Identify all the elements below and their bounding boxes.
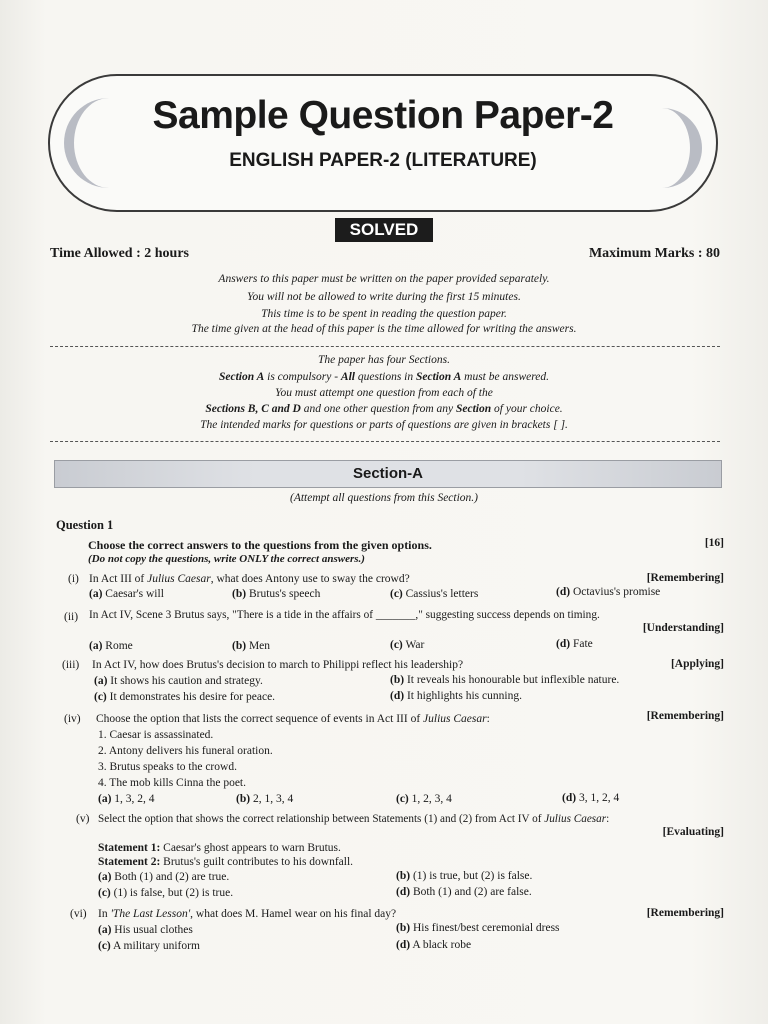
paper-subtitle: ENGLISH PAPER-2 (LITERATURE): [229, 150, 537, 171]
option: (b) It reveals his honourable but inflexible nature.: [390, 674, 620, 686]
section-a-heading: Section-A: [54, 460, 722, 488]
option: (d) Both (1) and (2) are false.: [396, 886, 532, 898]
option: (c) 1, 2, 3, 4: [396, 793, 452, 805]
maximum-marks: Maximum Marks : 80: [588, 246, 720, 261]
cognitive-tag: [Understanding]: [642, 622, 724, 634]
question-label: Question 1: [56, 518, 114, 532]
option: (b) (1) is true, but (2) is false.: [396, 870, 533, 882]
event-item: 4. The mob kills Cinna the poet.: [98, 777, 246, 789]
statement: Statement 2: Brutus's guilt contributes to his downfall.: [98, 856, 354, 868]
question-number: (ii): [64, 611, 79, 623]
instruction-line: This time is to be spent in reading the question paper.: [261, 308, 507, 320]
question-number: (i): [68, 573, 79, 585]
section-info-line: The intended marks for questions or parts of questions are given in brackets [ ].: [200, 419, 568, 431]
question-number: (iv): [64, 713, 81, 725]
cognitive-tag: [Remembering]: [646, 572, 724, 584]
dashed-divider: [50, 441, 720, 442]
event-item: 2. Antony delivers his funeral oration.: [98, 745, 273, 757]
section-a-note: (Attempt all questions from this Section.): [289, 492, 479, 504]
section-info-line: Sections B, C and D and one other question from any Section of your choice.: [205, 403, 563, 415]
option: (c) War: [390, 639, 425, 651]
option: (a) Both (1) and (2) are true.: [98, 871, 230, 883]
instruction-line: The time given at the head of this paper is the time allowed for writing the answers.: [191, 323, 577, 335]
option: (b) Men: [232, 640, 271, 652]
cognitive-tag: [Evaluating]: [662, 826, 724, 838]
question-note: (Do not copy the questions, write ONLY the correct answers.): [88, 553, 365, 565]
solved-badge: SOLVED: [335, 218, 433, 242]
option: (c) (1) is false, but (2) is true.: [98, 887, 234, 899]
cognitive-tag: [Remembering]: [646, 710, 724, 722]
question-text: In Act IV, Scene 3 Brutus says, "There is a tide in the affairs of _______," suggesting success depends on timing.: [89, 609, 600, 621]
section-info-line: You must attempt one question from each of the: [275, 387, 493, 399]
option: (c) A military uniform: [98, 940, 200, 952]
question-text: In 'The Last Lesson', what does M. Hamel wear on his final day?: [98, 908, 397, 920]
question-text: Choose the option that lists the correct sequence of events in Act III of Julius Caesar:: [96, 713, 490, 725]
option: (d) A black robe: [396, 939, 472, 951]
question-text: In Act IV, how does Brutus's decision to march to Philippi reflect his leadership?: [92, 659, 464, 671]
section-info-line: Section A is compulsory - All questions in Section A must be answered.: [218, 371, 549, 383]
instruction-line: You will not be allowed to write during the first 15 minutes.: [247, 291, 521, 303]
option: (d) Octavius's promise: [556, 586, 661, 598]
title-banner: [48, 74, 718, 212]
instruction-line: Answers to this paper must be written on the paper provided separately.: [218, 273, 550, 285]
option: (d) It highlights his cunning.: [390, 690, 522, 702]
option: (a) Caesar's will: [89, 588, 164, 600]
paper-title: Sample Question Paper-2: [152, 94, 614, 137]
option: (a) It shows his caution and strategy.: [94, 675, 263, 687]
question-text: Select the option that shows the correct relationship between Statements (1) and (2) from Act IV of Julius Caesar:: [98, 813, 610, 825]
event-item: 3. Brutus speaks to the crowd.: [98, 761, 237, 773]
dashed-divider: [50, 346, 720, 347]
option: (a) Rome: [89, 640, 133, 652]
option: (c) It demonstrates his desire for peace.: [94, 691, 276, 703]
section-info-line: The paper has four Sections.: [318, 354, 450, 366]
cognitive-tag: [Applying]: [670, 658, 724, 670]
option: (d) Fate: [556, 638, 593, 650]
question-number: (vi): [70, 908, 87, 920]
question-number: (iii): [62, 659, 80, 671]
question-text: In Act III of Julius Caesar, what does Antony use to sway the crowd?: [89, 573, 410, 585]
option: (c) Cassius's letters: [390, 588, 479, 600]
question-number: (v): [76, 813, 90, 825]
statement: Statement 1: Caesar's ghost appears to warn Brutus.: [98, 842, 341, 854]
time-allowed: Time Allowed : 2 hours: [50, 246, 189, 261]
cognitive-tag: [Remembering]: [646, 907, 724, 919]
option: (a) His usual clothes: [98, 924, 193, 936]
option: (a) 1, 3, 2, 4: [98, 793, 155, 805]
option: (d) 3, 1, 2, 4: [562, 792, 620, 804]
question-instruction: Choose the correct answers to the questions from the given options.: [88, 538, 432, 552]
question-marks: [16]: [704, 537, 724, 549]
option: (b) 2, 1, 3, 4: [236, 793, 294, 805]
event-item: 1. Caesar is assassinated.: [98, 729, 214, 741]
option: (b) Brutus's speech: [232, 588, 321, 600]
option: (b) His finest/best ceremonial dress: [396, 922, 560, 934]
